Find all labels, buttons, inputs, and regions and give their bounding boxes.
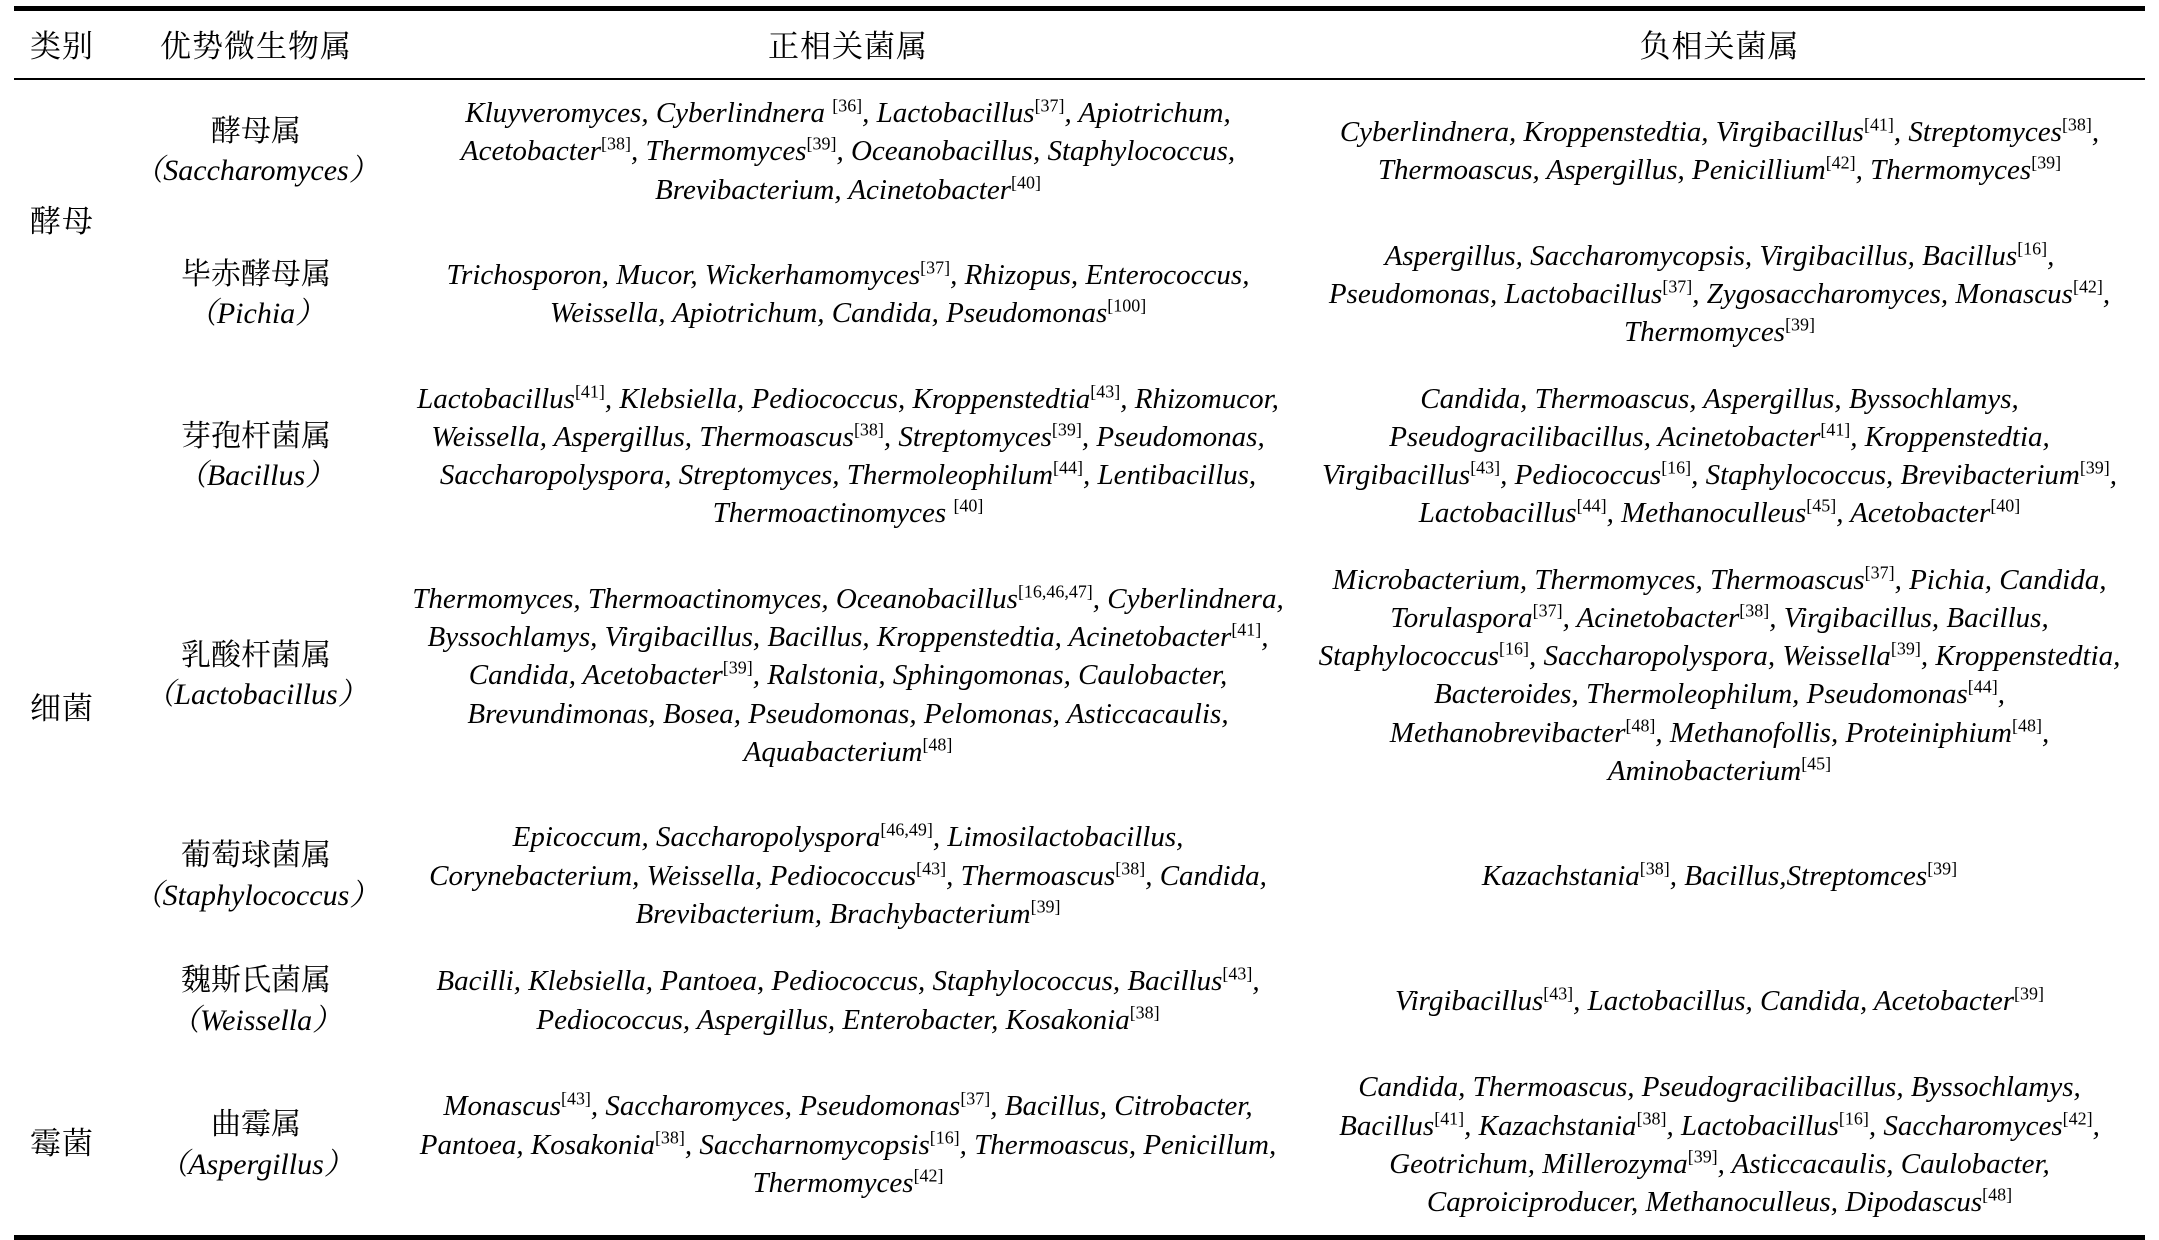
genus-chinese-name: 魏斯氏菌属 — [181, 964, 331, 998]
positive-genera-cell: Lactobacillus[41], Klebsiella, Pediococcus, Kroppenstedtia[43], Rhizomucor, Weissella, Aspergillus, Thermoascus[38], Streptomyces[39], Pseudomonas, Saccharopolyspora, Streptomyces, Thermoleophilum[44], Lentibacillus, Thermoactinomyces [40] — [417, 380, 1279, 530]
genus-chinese-name: 酵母属 — [211, 114, 301, 148]
table-row — [14, 1054, 2145, 1238]
dominant-genus-cell — [110, 1054, 402, 1238]
table-row — [14, 79, 2145, 223]
correlation-table — [14, 6, 2145, 1240]
header-dominant-genus: 优势微生物属 — [110, 9, 402, 80]
genus-latin-name: （Lactobacillus） — [144, 678, 368, 712]
genus-latin-name: （Bacillus） — [176, 459, 336, 493]
header-positive-genera: 正相关菌属 — [402, 9, 1294, 80]
category-cell: 细菌 — [30, 691, 94, 727]
negative-genera-cell: Candida, Thermoascus, Pseudogracilibacillus, Byssochlamys, Bacillus[41], Kazachstania[38], Lactobacillus[16], Saccharomyces[42], Geotrichum, Millerozyma[39], Asticcacaulis, Caulobacter, Caproiciproducer, Methanoculleus, Dipodascus[48] — [1339, 1071, 2100, 1219]
table-row — [14, 547, 2145, 805]
positive-genera-cell: Trichosporon, Mucor, Wickerhamomyces[37], Rhizopus, Enterococcus, Weissella, Apiotrichum, Candida, Pseudomonas[100] — [446, 257, 1250, 330]
table-header — [14, 9, 2145, 80]
table-row — [14, 804, 2145, 947]
category-cell: 霉菌 — [30, 1126, 94, 1162]
category-cell: 酵母 — [30, 204, 94, 240]
negative-genera-cell: Aspergillus, Saccharomycopsis, Virgibacillus, Bacillus[16], Pseudomonas, Lactobacillus[37], Zygosaccharomyces, Monascus[42], Thermomyces[39] — [1328, 238, 2111, 349]
genus-chinese-name: 葡萄球菌属 — [181, 839, 331, 873]
dominant-genus-cell — [110, 366, 402, 547]
negative-genera-cell: Cyberlindnera, Kroppenstedtia, Virgibacillus[41], Streptomyces[38], Thermoascus, Aspergillus, Penicillium[42], Thermomyces[39] — [1339, 114, 2100, 187]
positive-genera-cell: Epicoccum, Saccharopolyspora[46,49], Limosilactobacillus, Corynebacterium, Weissella, Pediococcus[43], Thermoascus[38], Candida, Brevibacterium, Brachybacterium[39] — [429, 819, 1267, 930]
genus-chinese-name: 曲霉属 — [211, 1108, 301, 1142]
dominant-genus-cell — [110, 804, 402, 947]
table-row — [14, 947, 2145, 1054]
positive-genera-cell: Bacilli, Klebsiella, Pantoea, Pediococcus, Staphylococcus, Bacillus[43], Pediococcus, Aspergillus, Enterobacter, Kosakonia[38] — [436, 963, 1260, 1036]
dominant-genus-cell — [110, 223, 402, 366]
table-row — [14, 223, 2145, 366]
dominant-genus-cell — [110, 947, 402, 1054]
genus-chinese-name: 乳酸杆菌属 — [181, 638, 331, 672]
header-negative-genera: 负相关菌属 — [1294, 9, 2145, 80]
negative-genera-cell: Candida, Thermoascus, Aspergillus, Byssochlamys, Pseudogracilibacillus, Acinetobacter[41], Kroppenstedtia, Virgibacillus[43], Pediococcus[16], Staphylococcus, Brevibacterium[39], Lactobacillus[44], Methanoculleus[45], Acetobacter[40] — [1321, 382, 2118, 530]
table-body — [14, 79, 2145, 1238]
positive-genera-cell: Thermomyces, Thermoactinomyces, Oceanobacillus[16,46,47], Cyberlindnera, Byssochlamys, Virgibacillus, Bacillus, Kroppenstedtia, Acinetobacter[41], Candida, Acetobacter[39], Ralstonia, Sphingomonas, Caulobacter, Brevundimonas, Bosea, Pseudomonas, Pelomonas, Asticcacaulis, Aquabacterium[48] — [412, 581, 1284, 768]
negative-genera-cell: Microbacterium, Thermomyces, Thermoascus[37], Pichia, Candida, Torulaspora[37], Acinetobacter[38], Virgibacillus, Bacillus, Staphylococcus[16], Saccharopolyspora, Weissella[39], Kroppenstedtia, Bacteroides, Thermoleophilum, Pseudomonas[44], Methanobrevibacter[48], Methanofollis, Proteiniphium[48], Aminobacterium[45] — [1318, 562, 2121, 787]
table-row — [14, 366, 2145, 547]
dominant-genus-cell — [110, 79, 402, 223]
negative-genera-cell: Kazachstania[38], Bacillus,Streptomces[39] — [1481, 857, 1958, 892]
positive-genera-cell: Kluyveromyces, Cyberlindnera [36], Lactobacillus[37], Apiotrichum, Acetobacter[38], Thermomyces[39], Oceanobacillus, Staphylococcus, Brevibacterium, Acinetobacter[40] — [460, 95, 1236, 206]
genus-chinese-name: 芽孢杆菌属 — [181, 419, 331, 453]
genus-latin-name: （Aspergillus） — [158, 1147, 354, 1181]
header-category: 类别 — [14, 9, 110, 80]
negative-genera-cell: Virgibacillus[43], Lactobacillus, Candida, Acetobacter[39] — [1395, 982, 2044, 1017]
genus-chinese-name: 毕赤酵母属 — [181, 257, 331, 291]
genus-latin-name: （Weissella） — [169, 1003, 343, 1037]
header-row — [14, 9, 2145, 80]
genus-latin-name: （Staphylococcus） — [132, 878, 380, 912]
genus-latin-name: （Pichia） — [186, 297, 326, 331]
positive-genera-cell: Monascus[43], Saccharomyces, Pseudomonas[37], Bacillus, Citrobacter, Pantoea, Kosakonia[38], Saccharnomycopsis[16], Thermoascus, Penicillum, Thermomyces[42] — [419, 1088, 1277, 1199]
genus-latin-name: （Saccharomyces） — [133, 154, 379, 188]
dominant-genus-cell — [110, 547, 402, 805]
